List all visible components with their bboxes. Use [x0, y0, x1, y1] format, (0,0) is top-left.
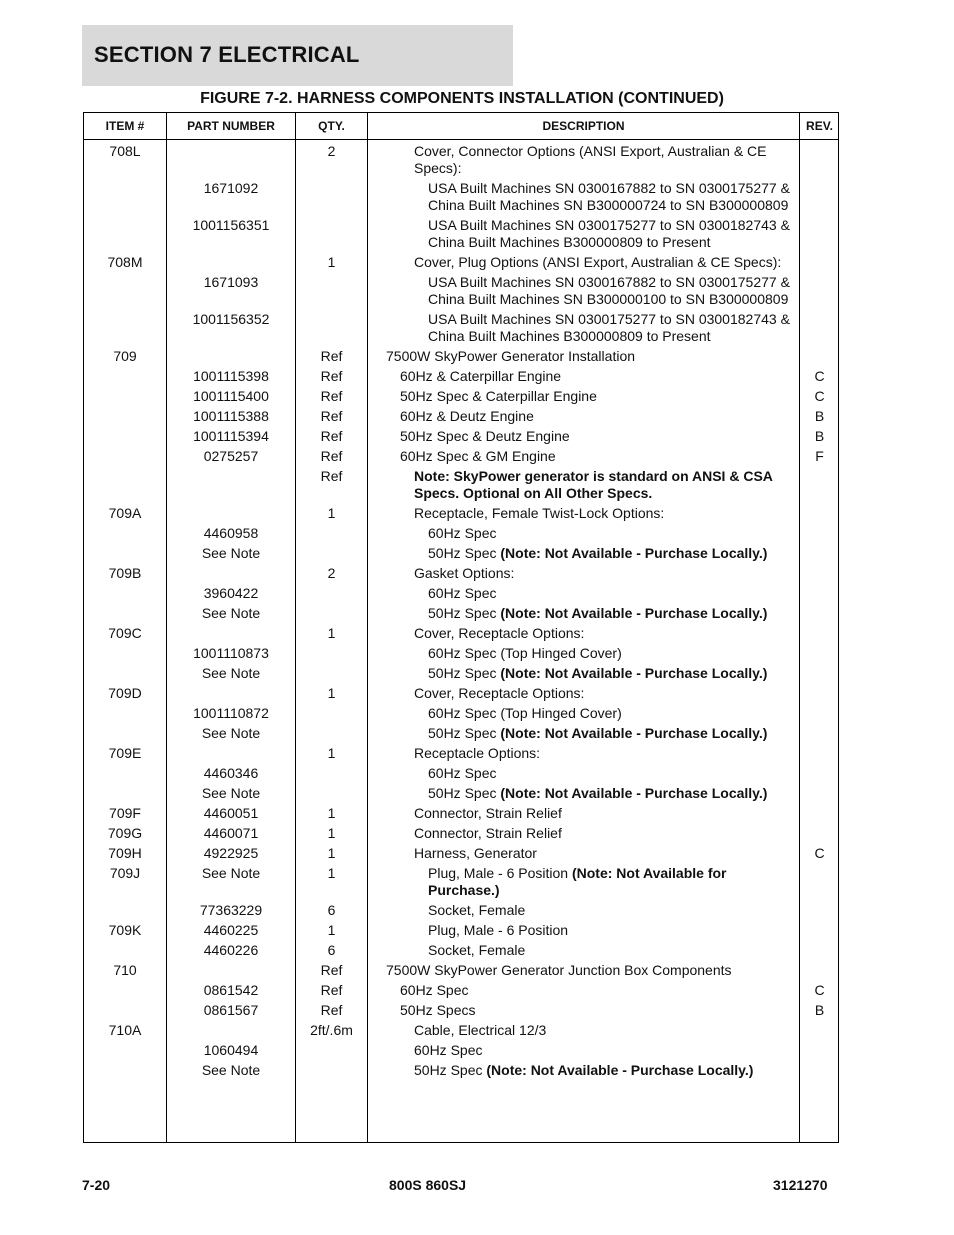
description-note: (Note: Not Available - Purchase Locally.)	[500, 605, 768, 621]
item-number: 709C	[108, 625, 142, 641]
description-text: Cable, Electrical 12/3	[414, 1022, 547, 1038]
part-number: See Note	[201, 865, 261, 881]
description-text: 50Hz Spec	[414, 1062, 487, 1078]
table-row	[84, 178, 838, 215]
part-number: 4460071	[203, 825, 259, 841]
part-number: See Note	[201, 1062, 261, 1078]
description-text: 60Hz Spec	[428, 765, 497, 781]
part-number: 4460051	[203, 805, 259, 821]
item-number: 709B	[108, 565, 142, 581]
table-row	[84, 215, 838, 252]
revision: C	[814, 388, 825, 404]
section-title: SECTION 7 ELECTRICAL	[94, 42, 360, 67]
description-text: 60Hz & Caterpillar Engine	[400, 368, 562, 384]
part-number: 0275257	[203, 448, 259, 464]
part-number: 1001110872	[193, 705, 269, 721]
part-number: 1001115394	[193, 428, 269, 444]
revision: C	[814, 982, 825, 998]
table-row	[84, 543, 838, 563]
table-row	[84, 940, 838, 960]
part-number: See Note	[201, 605, 261, 621]
part-number: 0861542	[203, 982, 259, 998]
table-row	[84, 823, 838, 843]
quantity: Ref	[320, 1002, 343, 1018]
revision: B	[814, 1002, 825, 1018]
description	[84, 1022, 774, 1039]
description-text: Connector, Strain Relief	[414, 805, 562, 821]
description-text: Socket, Female	[428, 942, 526, 958]
table-row	[84, 446, 838, 466]
table-row	[84, 1040, 838, 1060]
quantity: 1	[327, 745, 336, 761]
table-row	[84, 386, 838, 406]
table-row	[84, 783, 838, 803]
item-number: 709D	[108, 685, 142, 701]
description	[84, 505, 816, 522]
description-note: Note: SkyPower generator is standard on ANSI & CSA Specs. Optional on All Other Specs.	[414, 468, 773, 501]
description-text: Cover, Receptacle Options:	[414, 685, 585, 701]
description-text: Plug, Male - 6 Position	[428, 865, 572, 881]
figure-title: FIGURE 7-2. HARNESS COMPONENTS INSTALLATION (CONTINUED)	[200, 90, 724, 107]
table-row	[84, 743, 838, 763]
parts-table	[83, 112, 839, 1143]
description	[84, 745, 816, 762]
description-text: 60Hz Spec (Top Hinged Cover)	[428, 705, 622, 721]
quantity: 6	[327, 942, 336, 958]
description-text: 50Hz Spec	[428, 665, 501, 681]
description-text: USA Built Machines SN 0300175277 to SN 0300182743 & China Built Machines B300000809 to Present	[428, 311, 790, 344]
table-row	[84, 252, 838, 272]
description	[84, 685, 816, 702]
table-row	[84, 1020, 838, 1040]
description-text: Plug, Male - 6 Position	[428, 922, 569, 938]
quantity: 6	[327, 902, 336, 918]
table-row	[84, 563, 838, 583]
table-row	[84, 346, 838, 366]
description-text: Cover, Receptacle Options:	[414, 625, 585, 641]
item-number: 709E	[108, 745, 142, 761]
table-row	[84, 523, 838, 543]
description-text: 50Hz Spec & Deutz Engine	[400, 428, 570, 444]
description	[84, 468, 774, 502]
table-row	[84, 426, 838, 446]
description-text: USA Built Machines SN 0300175277 to SN 0300182743 & China Built Machines B300000809 to Present	[428, 217, 790, 250]
description-text: Connector, Strain Relief	[414, 825, 562, 841]
description-text: 60Hz Spec	[414, 1042, 483, 1058]
model-name: 800S 860SJ	[389, 1177, 467, 1193]
description-text: 50Hz Spec	[428, 545, 501, 561]
part-number: 1001115400	[193, 388, 269, 404]
quantity: 1	[327, 865, 336, 881]
part-number: See Note	[201, 665, 261, 681]
description-text: 50Hz Spec	[428, 785, 501, 801]
revision: B	[814, 408, 825, 424]
table-row	[84, 1000, 838, 1020]
quantity: 1	[327, 922, 336, 938]
quantity: Ref	[320, 348, 343, 364]
part-number: 1671093	[203, 274, 259, 290]
description-text: Cover, Plug Options (ANSI Export, Australian & CE Specs):	[414, 254, 782, 270]
quantity: 2ft/.6m	[310, 1022, 353, 1038]
table-row	[84, 141, 838, 178]
table-row	[84, 980, 838, 1000]
quantity: 2	[327, 565, 336, 581]
item-number: 709H	[108, 845, 142, 861]
description-note: (Note: Not Available - Purchase Locally.)	[500, 665, 768, 681]
part-number: 4460958	[203, 525, 259, 541]
description	[84, 143, 816, 177]
table-row	[84, 643, 838, 663]
quantity: Ref	[320, 468, 343, 484]
description-text: 60Hz Spec	[428, 585, 497, 601]
section-header-bar	[82, 25, 513, 86]
description	[84, 348, 816, 365]
header-rev: REV.	[806, 119, 833, 133]
quantity: 1	[327, 685, 336, 701]
quantity: 1	[327, 505, 336, 521]
quantity: Ref	[320, 428, 343, 444]
page-number: 7-20	[82, 1177, 111, 1193]
part-number: 1001110873	[193, 645, 269, 661]
description-text: Cover, Connector Options (ANSI Export, Australian & CE Specs):	[414, 143, 767, 176]
item-number: 708L	[109, 143, 141, 159]
quantity: Ref	[320, 408, 343, 424]
item-number: 709K	[108, 922, 142, 938]
item-number: 708M	[107, 254, 143, 270]
part-number: See Note	[201, 785, 261, 801]
item-number: 710A	[108, 1022, 142, 1038]
table-row	[84, 863, 838, 900]
description-text: 60Hz Spec & GM Engine	[400, 448, 556, 464]
description-text: USA Built Machines SN 0300167882 to SN 0300175277 & China Built Machines SN B300000100 to SN B300000809	[428, 274, 790, 307]
description-text: Gasket Options:	[414, 565, 515, 581]
description-note: (Note: Not Available - Purchase Locally.)	[500, 785, 768, 801]
part-number: 77363229	[199, 902, 263, 918]
part-number: 1001115398	[193, 368, 269, 384]
table-row	[84, 623, 838, 643]
table-row	[84, 763, 838, 783]
quantity: Ref	[320, 388, 343, 404]
part-number: 1001156351	[192, 217, 270, 233]
description	[84, 625, 816, 642]
part-number: 1671092	[203, 180, 259, 196]
header-part-number: PART NUMBER	[187, 119, 275, 133]
item-number: 709	[113, 348, 137, 364]
table-row	[84, 683, 838, 703]
part-number: 1060494	[203, 1042, 259, 1058]
table-row	[84, 1060, 838, 1080]
description-text: 60Hz Spec	[400, 982, 469, 998]
table-row	[84, 309, 838, 346]
description-text: USA Built Machines SN 0300167882 to SN 0300175277 & China Built Machines SN B300000724 to SN B300000809	[428, 180, 790, 213]
description-note: (Note: Not Available - Purchase Locally.)	[500, 725, 768, 741]
quantity: Ref	[320, 962, 343, 978]
table-row	[84, 803, 838, 823]
description-text: 50Hz Specs	[400, 1002, 476, 1018]
part-number: 0861567	[203, 1002, 259, 1018]
part-number: 4922925	[203, 845, 259, 861]
description	[84, 962, 816, 979]
table-row	[84, 406, 838, 426]
description-note: (Note: Not Available for Purchase.)	[428, 865, 727, 898]
description-text: 7500W SkyPower Generator Junction Box Components	[386, 962, 732, 978]
revision: B	[814, 428, 825, 444]
table-row	[84, 503, 838, 523]
quantity: 1	[327, 825, 336, 841]
description-text: 50Hz Spec	[428, 605, 501, 621]
description-text: Harness, Generator	[414, 845, 537, 861]
part-number: See Note	[201, 545, 261, 561]
revision: C	[814, 845, 825, 861]
table-row	[84, 920, 838, 940]
description-text: Receptacle Options:	[414, 745, 541, 761]
table-row	[84, 663, 838, 683]
item-number: 709F	[109, 805, 141, 821]
part-number: 3960422	[203, 585, 259, 601]
quantity: 2	[327, 143, 336, 159]
table-body	[84, 141, 838, 1080]
description	[84, 565, 816, 582]
table-row	[84, 366, 838, 386]
quantity: Ref	[320, 982, 343, 998]
header-qty: QTY.	[318, 119, 345, 133]
part-number: 4460226	[203, 942, 259, 958]
header-item: ITEM #	[105, 119, 145, 133]
part-number: 4460225	[203, 922, 259, 938]
item-number: 709G	[107, 825, 143, 841]
description-text: Receptacle, Female Twist-Lock Options:	[414, 505, 665, 521]
description-text: 50Hz Spec	[428, 725, 501, 741]
table-row	[84, 703, 838, 723]
quantity: 1	[327, 625, 336, 641]
part-number: 1001115388	[193, 408, 269, 424]
quantity: Ref	[320, 448, 343, 464]
item-number: 709J	[109, 865, 141, 881]
table-row	[84, 900, 838, 920]
part-number: 4460346	[203, 765, 259, 781]
description-text: 60Hz Spec	[428, 525, 497, 541]
description-text: 7500W SkyPower Generator Installation	[386, 348, 636, 364]
description-text: 60Hz Spec (Top Hinged Cover)	[428, 645, 622, 661]
revision: F	[815, 448, 824, 464]
item-number: 709A	[108, 505, 142, 521]
part-number: 1001156352	[192, 311, 270, 327]
description-note: (Note: Not Available - Purchase Locally.)	[486, 1062, 754, 1078]
description-text: 50Hz Spec & Caterpillar Engine	[400, 388, 597, 404]
header-description: DESCRIPTION	[542, 119, 625, 133]
quantity: 1	[327, 805, 336, 821]
table-row	[84, 960, 838, 980]
table-row	[84, 466, 838, 503]
quantity: 1	[327, 254, 336, 270]
description-text: 60Hz & Deutz Engine	[400, 408, 534, 424]
item-number: 710	[113, 962, 137, 978]
description-note: (Note: Not Available - Purchase Locally.)	[500, 545, 768, 561]
table-row	[84, 272, 838, 309]
description	[84, 254, 816, 271]
table-row	[84, 603, 838, 623]
header-divider	[84, 139, 838, 140]
revision: C	[814, 368, 825, 384]
quantity: 1	[327, 845, 336, 861]
table-row	[84, 583, 838, 603]
table-row	[84, 843, 838, 863]
document-number: 3121270	[773, 1177, 828, 1193]
part-number: See Note	[201, 725, 261, 741]
description-text: Socket, Female	[428, 902, 526, 918]
table-row	[84, 723, 838, 743]
quantity: Ref	[320, 368, 343, 384]
